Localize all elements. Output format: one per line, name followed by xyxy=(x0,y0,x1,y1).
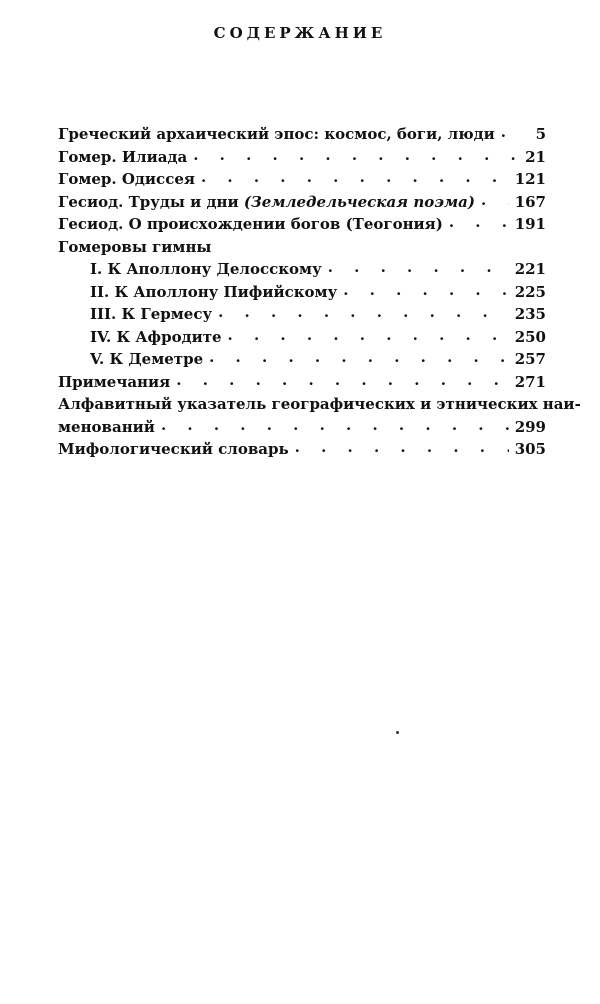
toc-entry-page: 305 xyxy=(514,440,546,458)
toc-entry-title: Греческий архаический эпос: космос, боги, люди xyxy=(58,125,495,143)
toc-entry-page: 121 xyxy=(514,170,546,188)
toc-entry-title: I. К Аполлону Делосскому xyxy=(90,260,322,278)
toc-entry-page: 225 xyxy=(514,282,546,301)
toc-entry-page: 167 xyxy=(514,192,546,211)
toc-entry-title: Гесиод. О происхождении богов (Теогония) xyxy=(58,215,443,233)
toc-entry-main-title: Гесиод. Труды и дни xyxy=(58,192,239,211)
toc-entry-subtitle: (Земледельческая поэма) xyxy=(243,192,475,211)
toc-entry-page: 271 xyxy=(514,372,546,391)
dot-leader xyxy=(228,324,509,347)
toc-entry-index-line1[interactable] xyxy=(58,393,581,416)
toc-entry-page: 191 xyxy=(514,215,546,233)
toc-group-title: Гомеровы гимны xyxy=(58,237,212,256)
toc-entry-title: Мифологический словарь xyxy=(58,440,289,458)
dot-leader xyxy=(328,256,509,279)
toc-entry-page: 21 xyxy=(525,147,546,166)
toc-entry-title: Гомер. Одиссея xyxy=(58,170,195,188)
toc-entry-title-continued: менований xyxy=(58,417,155,436)
toc-entry-title: Гомер. Илиада xyxy=(58,147,188,166)
toc-entry-mythological-dictionary[interactable] xyxy=(58,438,546,461)
toc-entry-page: 250 xyxy=(514,327,546,346)
toc-entry-page: 5 xyxy=(535,125,546,143)
page-title: СОДЕРЖАНИЕ xyxy=(213,24,387,42)
toc-entry-theogony[interactable] xyxy=(58,213,546,236)
toc-entry-title: III. К Гермесу xyxy=(90,305,213,323)
dot-leader xyxy=(209,346,509,369)
toc-entry-page: 257 xyxy=(514,350,546,368)
dot-leader xyxy=(176,369,508,392)
toc-group-homeric-hymns xyxy=(58,236,546,259)
dot-leader xyxy=(449,211,509,234)
toc-entry-title xyxy=(58,191,475,214)
toc-entry-index-line2[interactable] xyxy=(58,416,546,439)
dot-leader xyxy=(295,436,509,459)
dot-leader xyxy=(201,166,509,189)
toc-entry-iliad[interactable] xyxy=(58,146,546,169)
dot-leader xyxy=(193,144,516,167)
toc-entry-title: IV. К Афродите xyxy=(90,327,222,346)
dot-leader xyxy=(481,189,509,212)
table-of-contents xyxy=(58,123,581,461)
dot-leader xyxy=(161,414,509,437)
toc-entry-page: 221 xyxy=(514,260,546,278)
toc-entry-page: 235 xyxy=(514,305,546,323)
dot-leader xyxy=(343,279,509,302)
toc-entry-title: II. К Аполлону Пифийскому xyxy=(90,282,338,301)
toc-entry-hymn-2[interactable] xyxy=(58,281,546,304)
print-speck xyxy=(396,731,399,734)
toc-entry-hymn-3[interactable] xyxy=(58,303,546,326)
toc-entry-page: 299 xyxy=(514,417,546,436)
toc-entry-odyssey[interactable] xyxy=(58,168,546,191)
toc-entry-hymn-1[interactable] xyxy=(58,258,546,281)
toc-entry-hymn-5[interactable] xyxy=(58,348,546,371)
toc-entry-title: Примечания xyxy=(58,372,171,391)
toc-entry-notes[interactable] xyxy=(58,371,546,394)
toc-entry-hymn-4[interactable] xyxy=(58,326,546,349)
toc-entry-works-and-days[interactable] xyxy=(58,191,546,214)
toc-entry-intro[interactable] xyxy=(58,123,546,146)
dot-leader xyxy=(218,301,509,324)
dot-leader xyxy=(501,121,516,144)
toc-entry-title: Алфавитный указатель географических и этнических наи- xyxy=(58,395,581,413)
toc-entry-title: V. К Деметре xyxy=(90,350,204,368)
